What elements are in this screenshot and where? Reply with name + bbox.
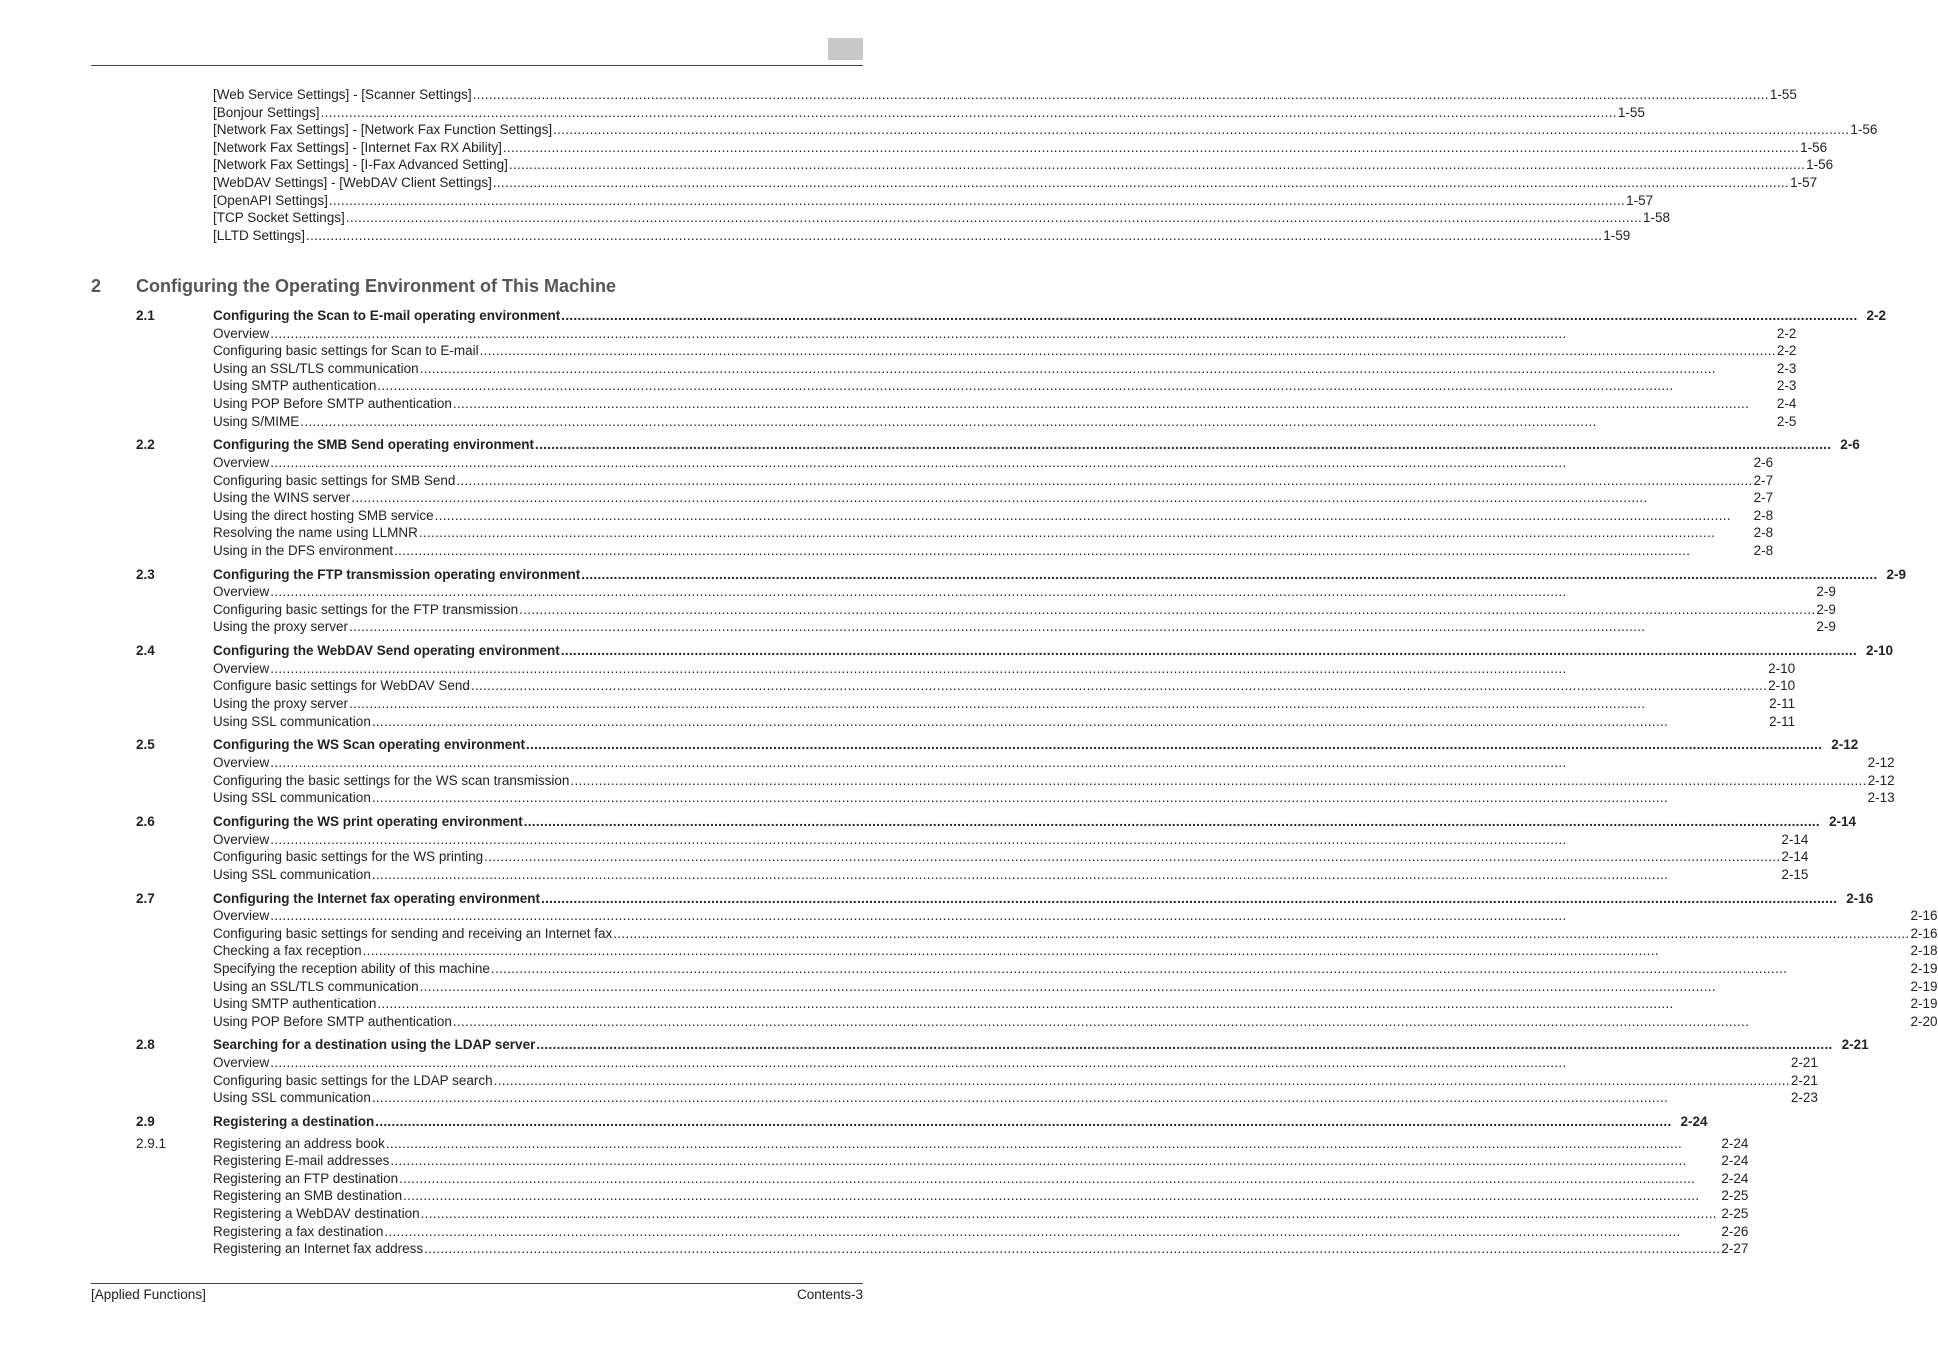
toc-entry-page: 2-21 bbox=[1790, 1055, 1818, 1071]
toc-entry-title: Using SMTP authentication bbox=[213, 378, 377, 394]
toc-entry[interactable] bbox=[213, 942, 1938, 960]
toc-entry[interactable] bbox=[213, 342, 1796, 360]
dot-leader bbox=[300, 413, 1776, 431]
toc-entry-title: Using SSL communication bbox=[213, 866, 371, 882]
toc-entry-title: Using the direct hosting SMB service bbox=[213, 507, 434, 523]
dot-leader bbox=[394, 542, 1753, 560]
toc-section-heading[interactable] bbox=[213, 890, 1873, 908]
dot-leader bbox=[493, 174, 1789, 192]
toc-entry-page: 2-14 bbox=[1781, 831, 1809, 847]
toc-entry-page: 2-16 bbox=[1910, 925, 1938, 941]
toc-entry-page: 2-16 bbox=[1910, 908, 1938, 924]
toc-section-heading[interactable] bbox=[213, 736, 1858, 754]
toc-entry-page: 2-10 bbox=[1866, 643, 1894, 659]
dot-leader bbox=[494, 1072, 1790, 1090]
toc-entry-title: Using SSL communication bbox=[213, 790, 371, 806]
toc-entry-title: Registering a destination bbox=[213, 1114, 375, 1130]
dot-leader bbox=[524, 813, 1820, 831]
toc-entry-page: 2-21 bbox=[1841, 1037, 1869, 1053]
dot-leader bbox=[270, 454, 1752, 472]
header-tab-marker bbox=[828, 38, 863, 60]
toc-entry[interactable] bbox=[213, 1187, 1748, 1205]
toc-entry-page: 2-24 bbox=[1721, 1170, 1749, 1186]
toc-entry-title: Registering an address book bbox=[213, 1135, 385, 1151]
footer-rule bbox=[91, 1283, 863, 1284]
toc-entry-title: Using an SSL/TLS communication bbox=[213, 978, 419, 994]
toc-entry-page: 2-9 bbox=[1886, 566, 1907, 582]
dot-leader bbox=[270, 754, 1866, 772]
dot-leader bbox=[570, 772, 1866, 790]
toc-entry-page: 2-13 bbox=[1867, 790, 1895, 806]
section-number: 2.3 bbox=[136, 566, 155, 582]
toc-entry[interactable] bbox=[213, 360, 1796, 378]
dot-leader bbox=[329, 192, 1625, 210]
toc-entry-page: 2-25 bbox=[1721, 1188, 1749, 1204]
dot-leader bbox=[346, 209, 1642, 227]
toc-section bbox=[136, 307, 1887, 430]
subsection-number bbox=[136, 660, 213, 730]
dot-leader bbox=[372, 789, 1867, 807]
toc-entry[interactable] bbox=[213, 677, 1795, 695]
dot-leader bbox=[424, 1240, 1720, 1258]
toc-entry[interactable] bbox=[213, 695, 1795, 713]
dot-leader bbox=[349, 695, 1768, 713]
toc-section-heading[interactable] bbox=[213, 642, 1893, 660]
toc-entry-page: 2-10 bbox=[1768, 678, 1796, 694]
toc-entry-page: 2-7 bbox=[1753, 472, 1774, 488]
toc-entry-page: 2-18 bbox=[1910, 943, 1938, 959]
toc-entry-page: 1-55 bbox=[1617, 104, 1645, 120]
toc-entry-page: 2-12 bbox=[1831, 737, 1859, 753]
toc-section-heading[interactable] bbox=[213, 307, 1886, 325]
section-number: 2.8 bbox=[136, 1037, 155, 1053]
toc-section bbox=[136, 890, 1938, 1031]
toc-entry-title: Configuring basic settings for Scan to E-mail bbox=[213, 343, 479, 359]
toc-entry-title: Configuring basic settings for SMB Send bbox=[213, 472, 456, 488]
subsection-number: 2.9.1 bbox=[136, 1135, 167, 1151]
dot-leader bbox=[420, 978, 1910, 996]
toc-entry-page: 2-2 bbox=[1776, 325, 1797, 341]
toc-entry-page: 2-8 bbox=[1753, 525, 1774, 541]
toc-entry[interactable] bbox=[213, 104, 1645, 122]
toc-entry-title: [Network Fax Settings] - [Network Fax Function Settings] bbox=[213, 122, 553, 138]
toc-entry[interactable] bbox=[213, 1170, 1748, 1188]
toc-entry-title: [TCP Socket Settings] bbox=[213, 210, 345, 226]
toc-entry-title: Configuring the Scan to E-mail operating environment bbox=[213, 308, 561, 323]
toc-entry-page: 2-11 bbox=[1769, 713, 1796, 729]
toc-entry[interactable] bbox=[213, 524, 1773, 542]
toc-entry-title: Configuring the Internet fax operating environment bbox=[213, 890, 541, 906]
toc-entry-page: 2-4 bbox=[1776, 395, 1797, 411]
toc-entry[interactable] bbox=[213, 174, 1818, 192]
toc-entry-page: 2-27 bbox=[1721, 1241, 1749, 1257]
toc-entry-page: 2-16 bbox=[1846, 890, 1874, 906]
toc-entry-page: 2-11 bbox=[1769, 696, 1796, 712]
toc-entry-title: Configuring the WebDAV Send operating environment bbox=[213, 643, 560, 659]
toc-section bbox=[136, 1036, 1869, 1106]
toc-section bbox=[136, 1113, 1749, 1258]
toc-entry-title: Configuring the SMB Send operating environment bbox=[213, 437, 535, 453]
toc-entry[interactable] bbox=[213, 413, 1796, 431]
toc-entry-page: 1-59 bbox=[1603, 227, 1631, 243]
toc-entry-title: Registering a WebDAV destination bbox=[213, 1206, 420, 1221]
dot-leader bbox=[553, 121, 1849, 139]
toc-entry-title: Registering an Internet fax address bbox=[213, 1241, 424, 1257]
toc-entry[interactable] bbox=[213, 1013, 1938, 1031]
toc-entry-page: 2-21 bbox=[1790, 1072, 1818, 1088]
toc-section-heading[interactable] bbox=[213, 566, 1906, 584]
toc-entry-title: Using in the DFS environment bbox=[213, 542, 394, 558]
dot-leader bbox=[435, 507, 1753, 525]
toc-entry[interactable] bbox=[213, 866, 1808, 884]
toc-entry-page: 1-58 bbox=[1643, 210, 1671, 226]
dot-leader bbox=[453, 1013, 1910, 1031]
toc-entry-page: 2-24 bbox=[1721, 1135, 1749, 1151]
toc-entry[interactable] bbox=[213, 507, 1773, 525]
toc-entry-page: 2-2 bbox=[1776, 343, 1797, 359]
toc-entry-title: Searching for a destination using the LDAP server bbox=[213, 1037, 536, 1053]
toc-entry[interactable] bbox=[213, 227, 1631, 245]
toc-entry-title: Registering an FTP destination bbox=[213, 1170, 399, 1186]
toc-section bbox=[136, 436, 1860, 559]
toc-entry-page: 1-56 bbox=[1800, 139, 1828, 155]
toc-section-heading[interactable] bbox=[213, 436, 1860, 454]
toc-entry[interactable] bbox=[213, 583, 1836, 601]
toc-entry-page: 1-56 bbox=[1806, 157, 1834, 173]
toc-entry-page: 2-8 bbox=[1753, 507, 1774, 523]
toc-entry[interactable] bbox=[213, 1089, 1818, 1107]
toc-entry-page: 2-6 bbox=[1840, 437, 1860, 453]
toc-entry-page: 2-26 bbox=[1721, 1223, 1749, 1239]
toc-entry-title: [Network Fax Settings] - [Internet Fax RX Ability] bbox=[213, 139, 502, 155]
toc-section-heading[interactable] bbox=[213, 1036, 1869, 1054]
dot-leader bbox=[581, 566, 1877, 584]
dot-leader bbox=[384, 1223, 1720, 1241]
toc-entry-page: 2-20 bbox=[1910, 1013, 1938, 1029]
toc-section bbox=[136, 813, 1857, 883]
header-rule bbox=[91, 65, 863, 66]
dot-leader bbox=[375, 1113, 1671, 1131]
dot-leader bbox=[270, 1054, 1790, 1072]
toc-entry-page: 2-7 bbox=[1753, 490, 1774, 506]
toc-entry[interactable] bbox=[213, 542, 1773, 560]
toc-section-heading[interactable] bbox=[213, 813, 1856, 831]
dot-leader bbox=[480, 342, 1776, 360]
dot-leader bbox=[306, 227, 1602, 245]
toc-entry-page: 2-25 bbox=[1721, 1206, 1749, 1221]
toc-entry-title: Checking a fax reception bbox=[213, 943, 362, 959]
section-number: 2.2 bbox=[136, 437, 155, 453]
section-number: 2.9 bbox=[136, 1114, 155, 1130]
toc-entry-page: 2-19 bbox=[1910, 996, 1938, 1012]
dot-leader bbox=[473, 86, 1769, 104]
dot-leader bbox=[503, 139, 1799, 157]
toc-entry-page: 2-9 bbox=[1816, 619, 1836, 635]
dot-leader bbox=[386, 1135, 1721, 1153]
dot-leader bbox=[372, 713, 1768, 731]
dot-leader bbox=[484, 848, 1780, 866]
toc-entry[interactable] bbox=[213, 848, 1808, 866]
toc-entry-page: 2-8 bbox=[1753, 542, 1774, 558]
toc-entry[interactable] bbox=[213, 789, 1895, 807]
chapter-number: 2 bbox=[91, 276, 102, 296]
chapter-heading[interactable] bbox=[91, 276, 871, 297]
footer-page-number: Contents-3 bbox=[796, 1287, 863, 1302]
toc-section-heading[interactable] bbox=[213, 1113, 1708, 1131]
dot-leader bbox=[541, 890, 1837, 908]
toc-entry[interactable] bbox=[213, 601, 1836, 619]
dot-leader bbox=[526, 736, 1822, 754]
toc-entry-page: 2-12 bbox=[1867, 755, 1895, 770]
toc-entry-title: Overview bbox=[213, 325, 270, 341]
dot-leader bbox=[536, 1036, 1832, 1054]
subsection-number bbox=[136, 325, 213, 431]
toc-entry[interactable] bbox=[213, 960, 1938, 978]
toc-entry[interactable] bbox=[213, 772, 1895, 790]
toc-entry-title: Using the proxy server bbox=[213, 696, 349, 712]
dot-leader bbox=[270, 583, 1815, 601]
toc-entry-page: 2-6 bbox=[1753, 454, 1774, 470]
toc-entry-title: [OpenAPI Settings] bbox=[213, 192, 328, 208]
dot-leader bbox=[390, 1152, 1720, 1170]
toc-entry-title: Configuring basic settings for sending and receiving an Internet fax bbox=[213, 925, 613, 941]
toc-entry[interactable] bbox=[213, 618, 1836, 636]
toc-entry-page: 2-23 bbox=[1790, 1090, 1818, 1106]
dot-leader bbox=[419, 524, 1753, 542]
toc-entry[interactable] bbox=[213, 139, 1828, 157]
toc-entry-title: Overview bbox=[213, 755, 270, 770]
toc-entry[interactable] bbox=[213, 713, 1795, 731]
subsection-number bbox=[136, 583, 213, 636]
toc-entry-title: Configuring basic settings for the LDAP search bbox=[213, 1072, 493, 1088]
toc-entry[interactable] bbox=[213, 121, 1878, 139]
toc-entry-title: Configuring basic settings for the FTP transmission bbox=[213, 601, 519, 617]
toc-entry[interactable] bbox=[213, 1205, 1748, 1223]
toc-entry-title: [Network Fax Settings] - [I-Fax Advanced Setting] bbox=[213, 157, 508, 173]
toc-entry-title: Overview bbox=[213, 584, 270, 600]
dot-leader bbox=[420, 360, 1776, 378]
toc-section bbox=[136, 642, 1894, 730]
dot-leader bbox=[270, 907, 1909, 925]
toc-entry-title: Using an SSL/TLS communication bbox=[213, 360, 419, 376]
dot-leader bbox=[456, 472, 1752, 490]
toc-entry[interactable] bbox=[213, 660, 1795, 678]
dot-leader bbox=[321, 104, 1617, 122]
subsection-number bbox=[136, 907, 213, 1030]
toc-entry[interactable] bbox=[213, 1135, 1748, 1153]
toc-entry[interactable] bbox=[213, 472, 1773, 490]
toc-entry-title: Configuring the WS Scan operating environment bbox=[213, 737, 526, 753]
toc-entry-title: Resolving the name using LLMNR bbox=[213, 525, 418, 541]
toc-entry-title: Using SSL communication bbox=[213, 713, 371, 729]
toc-section bbox=[136, 736, 1895, 806]
section-number: 2.1 bbox=[136, 308, 155, 323]
toc-entry-title: Registering E-mail addresses bbox=[213, 1153, 390, 1169]
footer-manual-name: [Applied Functions] bbox=[91, 1287, 206, 1302]
chapter-title: Configuring the Operating Environment of This Machine bbox=[136, 276, 617, 296]
toc-entry[interactable] bbox=[213, 1240, 1748, 1258]
toc-sections bbox=[136, 307, 1938, 1264]
toc-entry-page: 2-3 bbox=[1776, 378, 1797, 394]
toc-entry[interactable] bbox=[213, 454, 1773, 472]
toc-entry-page: 2-10 bbox=[1768, 660, 1796, 676]
toc-entry-page: 2-15 bbox=[1781, 866, 1809, 882]
toc-entry[interactable] bbox=[213, 489, 1773, 507]
toc-entry-title: [Bonjour Settings] bbox=[213, 104, 320, 120]
toc-entry[interactable] bbox=[213, 395, 1796, 413]
toc-entry-title: Using POP Before SMTP authentication bbox=[213, 395, 452, 411]
toc-entry-title: Using SMTP authentication bbox=[213, 996, 377, 1012]
dot-leader bbox=[377, 377, 1776, 395]
toc-entry-page: 2-19 bbox=[1910, 978, 1938, 994]
toc-entry[interactable] bbox=[213, 907, 1938, 925]
dot-leader bbox=[561, 307, 1857, 325]
dot-leader bbox=[491, 960, 1910, 978]
toc-entry[interactable] bbox=[213, 86, 1797, 104]
toc-entry[interactable] bbox=[213, 156, 1834, 174]
toc-entry[interactable] bbox=[213, 1054, 1818, 1072]
toc-entry-title: Using the proxy server bbox=[213, 619, 349, 635]
toc-entry[interactable] bbox=[213, 1072, 1818, 1090]
toc-entry-title: Configuring the FTP transmission operating environment bbox=[213, 566, 581, 582]
toc-entry-page: 2-19 bbox=[1910, 960, 1938, 976]
toc-entry[interactable] bbox=[213, 377, 1796, 395]
toc-entry[interactable] bbox=[213, 1223, 1748, 1241]
toc-entry-title: Using SSL communication bbox=[213, 1090, 371, 1106]
toc-entry[interactable] bbox=[213, 831, 1808, 849]
toc-entry-title: Configuring the WS print operating environment bbox=[213, 813, 523, 829]
toc-entry-title: Configuring basic settings for the WS printing bbox=[213, 849, 484, 865]
toc-entry-title: [Web Service Settings] - [Scanner Settings] bbox=[213, 87, 472, 102]
toc-entry[interactable] bbox=[213, 325, 1796, 343]
dot-leader bbox=[270, 660, 1767, 678]
toc-entry[interactable] bbox=[213, 925, 1938, 943]
toc-entry-page: 1-55 bbox=[1769, 87, 1797, 102]
toc-entry-title: Specifying the reception ability of this machine bbox=[213, 960, 490, 976]
section-number: 2.4 bbox=[136, 643, 155, 659]
toc-entry-title: Configure basic settings for WebDAV Send bbox=[213, 678, 470, 694]
toc-entry-page: 2-14 bbox=[1781, 849, 1809, 865]
dot-leader bbox=[351, 489, 1752, 507]
toc-entry-page: 2-24 bbox=[1680, 1114, 1708, 1130]
toc-entry[interactable] bbox=[213, 754, 1895, 772]
toc-entry-title: Overview bbox=[213, 1055, 270, 1071]
toc-entry[interactable] bbox=[213, 978, 1938, 996]
subsection-number bbox=[136, 831, 213, 884]
dot-leader bbox=[453, 395, 1776, 413]
toc-entry-title: Using S/MIME bbox=[213, 413, 300, 429]
toc-entry-page: 2-9 bbox=[1816, 601, 1836, 617]
toc-entry-page: 1-56 bbox=[1850, 122, 1878, 138]
toc-entry-page: 2-3 bbox=[1776, 360, 1797, 376]
toc-entry[interactable] bbox=[213, 209, 1671, 227]
dot-leader bbox=[509, 156, 1805, 174]
toc-previous-entries bbox=[213, 86, 1878, 244]
dot-leader bbox=[270, 325, 1776, 343]
toc-entry-page: 2-14 bbox=[1828, 813, 1857, 829]
dot-leader bbox=[535, 436, 1831, 454]
toc-entry-title: Using the WINS server bbox=[213, 490, 351, 506]
toc-entry-page: 2-24 bbox=[1721, 1153, 1749, 1169]
dot-leader bbox=[372, 866, 1781, 884]
toc-entry-page: 2-9 bbox=[1816, 584, 1836, 600]
subsection-number bbox=[136, 454, 213, 560]
toc-entry-page: 2-2 bbox=[1866, 308, 1887, 323]
dot-leader bbox=[270, 831, 1780, 849]
dot-leader bbox=[561, 642, 1857, 660]
toc-entry-title: Registering an SMB destination bbox=[213, 1188, 403, 1204]
toc-entry-title: Overview bbox=[213, 908, 270, 924]
toc-entry[interactable] bbox=[213, 192, 1654, 210]
section-number: 2.7 bbox=[136, 890, 155, 906]
dot-leader bbox=[613, 925, 1909, 943]
subsection-number bbox=[136, 1054, 213, 1107]
toc-entry-title: Overview bbox=[213, 454, 270, 470]
toc-entry-page: 2-12 bbox=[1867, 772, 1895, 788]
toc-entry-title: Overview bbox=[213, 660, 270, 676]
dot-leader bbox=[363, 942, 1910, 960]
dot-leader bbox=[519, 601, 1815, 619]
toc-entry-title: Configuring the basic settings for the WS scan transmission bbox=[213, 772, 570, 788]
dot-leader bbox=[372, 1089, 1790, 1107]
toc-entry-title: [WebDAV Settings] - [WebDAV Client Settings] bbox=[213, 174, 492, 190]
dot-leader bbox=[377, 995, 1909, 1013]
toc-entry-page: 1-57 bbox=[1790, 174, 1818, 190]
toc-entry-title: Overview bbox=[213, 831, 270, 847]
toc-entry-title: [LLTD Settings] bbox=[213, 227, 306, 243]
dot-leader bbox=[349, 618, 1815, 636]
toc-entry-title: Using POP Before SMTP authentication bbox=[213, 1013, 452, 1029]
dot-leader bbox=[403, 1187, 1720, 1205]
dot-leader bbox=[471, 677, 1767, 695]
toc-entry-page: 2-5 bbox=[1776, 413, 1797, 429]
dot-leader bbox=[399, 1170, 1720, 1188]
subsection-number bbox=[136, 754, 213, 807]
toc-entry[interactable] bbox=[213, 1152, 1748, 1170]
toc-entry-page: 1-57 bbox=[1626, 192, 1654, 208]
section-number: 2.6 bbox=[136, 813, 155, 829]
section-number: 2.5 bbox=[136, 737, 155, 753]
dot-leader bbox=[421, 1205, 1721, 1223]
toc-section bbox=[136, 566, 1907, 636]
toc-entry[interactable] bbox=[213, 995, 1938, 1013]
toc-entry-title: Registering a fax destination bbox=[213, 1223, 384, 1239]
